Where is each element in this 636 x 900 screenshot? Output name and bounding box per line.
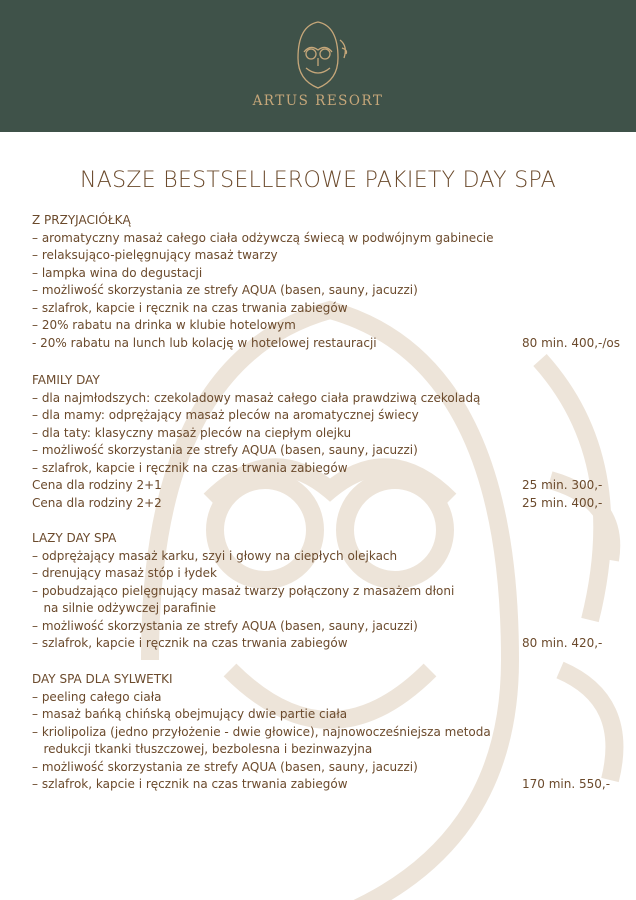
line-text: – dla mamy: odprężający masaż pleców na aromatycznej świecy	[32, 408, 419, 422]
package-line	[32, 317, 632, 335]
package-line	[32, 689, 632, 707]
line-text: – relaksująco-pielęgnujący masaż twarzy	[32, 248, 278, 262]
package-line	[32, 230, 632, 248]
package-z-przyjaciolka	[32, 212, 632, 352]
package-line	[32, 548, 632, 566]
line-text: – szlafrok, kapcie i ręcznik na czas trwania zabiegów	[32, 777, 348, 791]
line-text: – szlafrok, kapcie i ręcznik na czas trwania zabiegów	[32, 300, 348, 315]
line-text: – odprężający masaż karku, szyi i głowy na ciepłych olejkach	[32, 548, 398, 563]
brand-name: ARTUS RESORT	[252, 93, 384, 109]
line-text: – 20% rabatu na drinka w klubie hotelowym	[32, 318, 296, 332]
package-line	[32, 565, 632, 583]
line-text: – dla taty: klasyczny masaż pleców na ciepłym olejku	[32, 425, 352, 440]
package-line	[32, 460, 632, 478]
line-text: na silnie odżywczej parafinie	[32, 601, 217, 615]
line-text: – peeling całego ciała	[32, 689, 162, 704]
package-line	[32, 300, 632, 318]
header-band	[0, 0, 636, 132]
package-family-day	[32, 372, 632, 512]
package-line	[32, 390, 632, 408]
line-text: – szlafrok, kapcie i ręcznik na czas trwania zabiegów	[32, 460, 348, 475]
line-price: 25 min. 400,-	[522, 495, 603, 510]
package-line	[32, 495, 632, 513]
package-title: DAY SPA DLA SYLWETKI	[32, 672, 173, 686]
package-line	[32, 477, 632, 495]
package-lazy-day-spa	[32, 530, 632, 653]
line-price: 25 min. 300,-	[522, 478, 603, 492]
package-line	[32, 618, 632, 636]
package-line	[32, 425, 632, 443]
line-text: – możliwość skorzystania ze strefy AQUA (basen, sauny, jacuzzi)	[32, 618, 418, 633]
package-line	[32, 407, 632, 425]
line-text: – pobudzająco pielęgnujący masaż twarzy połączony z masażem dłoni	[32, 583, 455, 598]
line-price: 170 min. 550,-	[522, 777, 611, 791]
package-line	[32, 442, 632, 460]
line-text: - 20% rabatu na lunch lub kolację w hotelowej restauracji	[32, 335, 377, 350]
package-title: Z PRZYJACIÓŁKĄ	[32, 213, 131, 227]
line-text: Cena dla rodziny 2+2	[32, 495, 162, 510]
package-line	[32, 776, 632, 794]
line-text: – możliwość skorzystania ze strefy AQUA (basen, sauny, jacuzzi)	[32, 283, 418, 297]
package-title: FAMILY DAY	[32, 373, 100, 387]
package-line	[32, 635, 632, 653]
page-title: NASZE BESTSELLEROWE PAKIETY DAY SPA	[80, 168, 556, 193]
package-line	[32, 759, 632, 777]
package-line	[32, 706, 632, 724]
package-title: LAZY DAY SPA	[32, 531, 117, 545]
line-price: 80 min. 420,-	[522, 636, 603, 650]
line-text: – możliwość skorzystania ze strefy AQUA (basen, sauny, jacuzzi)	[32, 759, 418, 774]
line-price: 80 min. 400,-/os	[522, 335, 621, 350]
line-text: – możliwość skorzystania ze strefy AQUA (basen, sauny, jacuzzi)	[32, 443, 418, 457]
line-text: – lampka wina do degustacji	[32, 265, 203, 280]
package-line	[32, 600, 632, 618]
package-line	[32, 741, 632, 759]
package-line	[32, 265, 632, 283]
owl-logo-icon	[286, 18, 350, 90]
package-line	[32, 724, 632, 742]
package-line	[32, 247, 632, 265]
line-text: – dla najmłodszych: czekoladowy masaż całego ciała prawdziwą czekoladą	[32, 390, 481, 405]
line-text: – masaż bańką chińską obejmujący dwie partie ciała	[32, 707, 348, 721]
package-line	[32, 335, 632, 353]
line-text: – drenujący masaż stóp i łydek	[32, 566, 217, 580]
package-day-spa-dla-sylwetki	[32, 671, 632, 794]
line-text: redukcji tkanki tłuszczowej, bezbolesna i bezinwazyjna	[32, 742, 373, 756]
package-line	[32, 583, 632, 601]
line-text: – szlafrok, kapcie i ręcznik na czas trwania zabiegów	[32, 636, 348, 650]
line-text: – kriolipoliza (jedno przyłożenie - dwie głowice), najnowocześniejsza metoda	[32, 724, 491, 739]
line-text: Cena dla rodziny 2+1	[32, 478, 162, 492]
package-line	[32, 282, 632, 300]
line-text: – aromatyczny masaż całego ciała odżywczą świecą w podwójnym gabinecie	[32, 230, 494, 245]
